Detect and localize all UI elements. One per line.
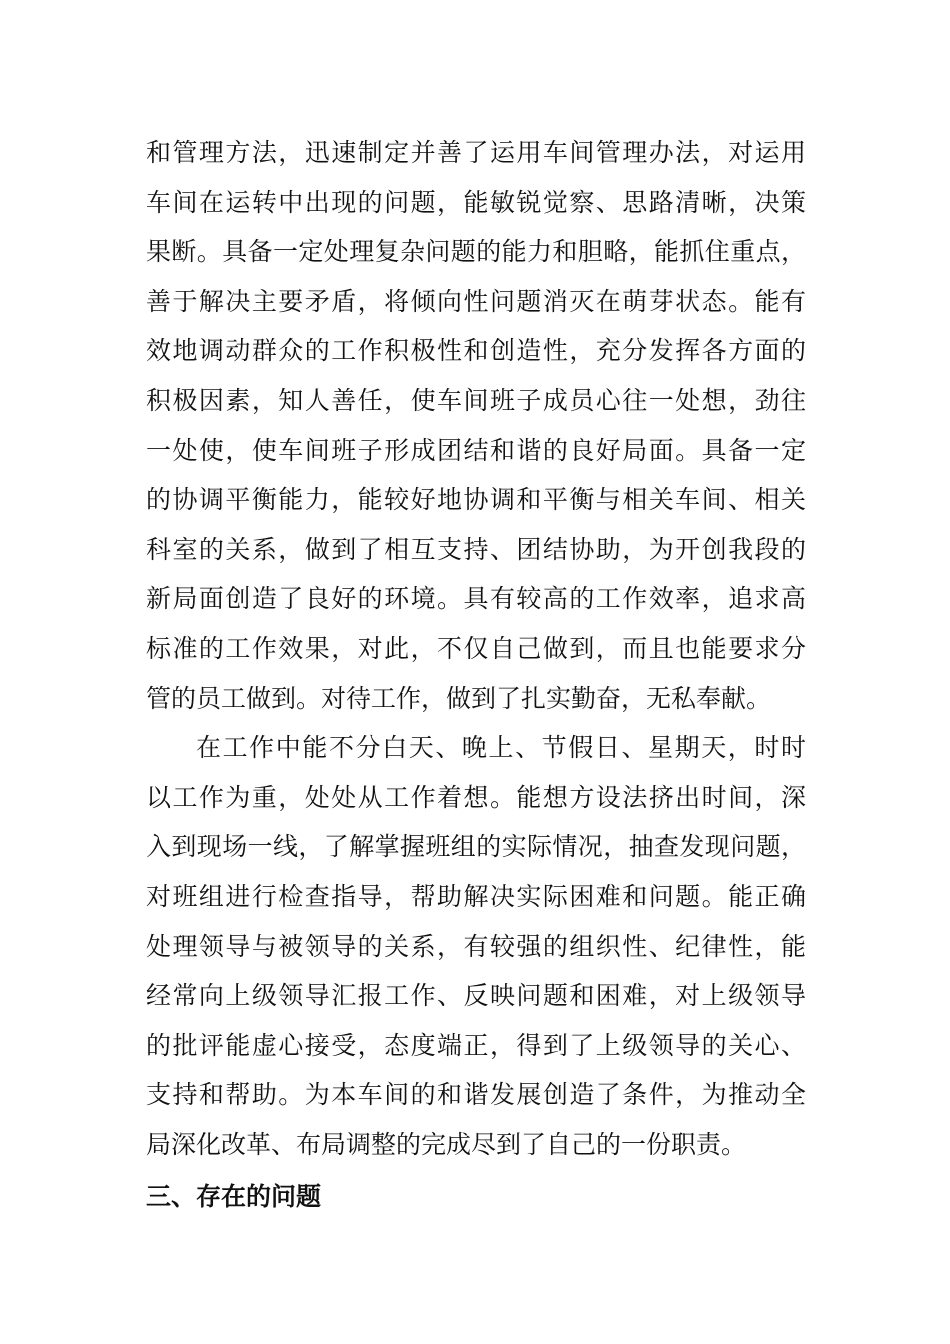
text-line: 的协调平衡能力，能较好地协调和平衡与相关车间、相关 xyxy=(146,485,806,515)
text-line: 支持和帮助。为本车间的和谐发展创造了条件，为推动全 xyxy=(146,1080,806,1110)
text-line: 新局面创造了良好的环境。具有较高的工作效率，追求高 xyxy=(146,584,806,614)
text-line: 处理领导与被领导的关系，有较强的组织性、纪律性，能 xyxy=(146,931,806,961)
text-line: 经常向上级领导汇报工作、反映问题和困难，对上级领导 xyxy=(146,981,806,1011)
text-line: 效地调动群众的工作积极性和创造性，充分发挥各方面的 xyxy=(146,336,806,366)
text-line: 积极因素，知人善任，使车间班子成员心往一处想，劲往 xyxy=(146,385,806,415)
text-line: 善于解决主要矛盾，将倾向性问题消灭在萌芽状态。能有 xyxy=(146,286,806,316)
paragraph-work-attitude xyxy=(146,723,806,1169)
text-line: 标准的工作效果，对此，不仅自己做到，而且也能要求分 xyxy=(146,633,806,663)
text-line: 对班组进行检查指导，帮助解决实际困难和问题。能正确 xyxy=(146,881,806,911)
text-line: 和管理方法，迅速制定并善了运用车间管理办法，对运用 xyxy=(146,138,806,167)
text-line: 果断。具备一定处理复杂问题的能力和胆略，能抓住重点， xyxy=(146,237,806,267)
text-line: 车间在运转中出现的问题，能敏锐觉察、思路清晰，决策 xyxy=(146,187,806,217)
text-line: 管的员工做到。对待工作，做到了扎实勤奋，无私奉献。 xyxy=(146,683,772,713)
section-heading: 三、存在的问题 xyxy=(146,1182,322,1211)
text-line: 以工作为重，处处从工作着想。能想方设法挤出时间，深 xyxy=(146,782,806,812)
text-line: 一处使，使车间班子形成团结和谐的良好局面。具备一定 xyxy=(146,435,806,465)
text-line: 局深化改革、布局调整的完成尽到了自己的一份职责。 xyxy=(146,1129,747,1159)
text-line: 的批评能虚心接受，态度端正，得到了上级领导的关心、 xyxy=(146,1030,806,1060)
text-line: 在工作中能不分白天、晚上、节假日、星期天，时时 xyxy=(196,733,806,763)
body-text xyxy=(146,128,806,1169)
text-line: 入到现场一线，了解掌握班组的实际情况，抽查发现问题， xyxy=(146,832,806,862)
text-line: 科室的关系，做到了相互支持、团结协助，为开创我段的 xyxy=(146,534,806,564)
paragraph-leadership xyxy=(146,128,806,723)
